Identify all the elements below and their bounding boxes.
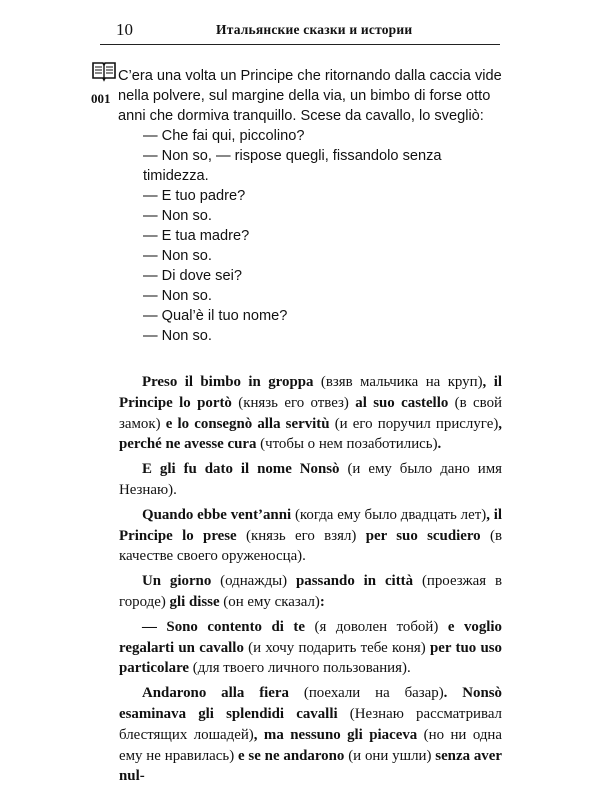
italian-phrase: e se ne andarono bbox=[237, 747, 345, 764]
russian-gloss: (князь его взял) bbox=[236, 527, 366, 544]
glossed-text bbox=[119, 372, 502, 791]
italian-phrase: e lo consegnò alla servitù bbox=[165, 415, 330, 432]
dialogue-list bbox=[118, 126, 504, 346]
russian-gloss: (и ему было дано имя Незнаю). bbox=[119, 461, 502, 498]
russian-gloss: (когда ему было двадцать лет) bbox=[291, 506, 487, 523]
glossed-paragraph bbox=[119, 505, 502, 567]
italian-phrase: E gli fu dato il nome Nonsò bbox=[142, 461, 340, 478]
glossed-paragraph bbox=[119, 372, 502, 455]
russian-gloss: (и хочу подарить тебе коня) bbox=[243, 639, 431, 656]
dialogue-line: — Non so, — rispose quegli, fissandolo senza timidezza. bbox=[143, 148, 442, 184]
italian-phrase: — Sono contento di te bbox=[142, 618, 305, 635]
glossed-paragraph bbox=[119, 459, 502, 501]
running-header bbox=[100, 20, 500, 45]
italian-phrase: passando in città bbox=[296, 573, 414, 590]
glossed-paragraph bbox=[119, 571, 502, 613]
page-number: 10 bbox=[116, 20, 133, 39]
dialogue-line: — E tuo padre? bbox=[143, 188, 246, 204]
italian-phrase: , perché ne avesse cura bbox=[119, 415, 503, 453]
italian-phrase: Un giorno bbox=[142, 573, 212, 590]
russian-gloss: (Незнаю рассматривал блестящих лошадей) bbox=[119, 705, 502, 743]
italian-phrase: senza aver nul- bbox=[119, 747, 502, 785]
dialogue-line: — Non so. bbox=[143, 248, 212, 264]
russian-gloss: (и они ушли) bbox=[344, 747, 436, 764]
italian-phrase: , il Principe lo portò bbox=[119, 374, 502, 411]
italian-phrase: per suo scudiero bbox=[365, 527, 481, 544]
italian-phrase: per tuo uso particolare bbox=[119, 639, 502, 677]
audio-track-number: 001 bbox=[91, 91, 111, 106]
russian-gloss: (для твоего личного пользования). bbox=[189, 660, 411, 677]
russian-gloss: (в свой замок) bbox=[119, 394, 503, 432]
dialogue-line: — Non so. bbox=[143, 328, 212, 344]
russian-gloss: (в качестве своего оруженосца). bbox=[119, 527, 502, 565]
russian-gloss: (проезжая в городе) bbox=[119, 573, 502, 610]
running-title: Итальянские сказки и истории bbox=[216, 22, 413, 37]
dialogue-line: — Qual’è il tuo nome? bbox=[143, 308, 288, 324]
russian-gloss: (князь его отвез) bbox=[231, 394, 356, 411]
dialogue-line: — Non so. bbox=[143, 288, 212, 304]
glossed-paragraph bbox=[119, 617, 502, 679]
italian-phrase: al suo castello bbox=[355, 394, 449, 411]
italian-phrase: Quando ebbe vent’anni bbox=[142, 506, 292, 523]
russian-gloss: (поехали на базар) bbox=[288, 685, 444, 702]
russian-gloss: (он ему сказал) bbox=[219, 593, 320, 610]
italian-phrase: . Nonsò esaminava gli splendidi cavalli bbox=[119, 685, 503, 722]
italian-phrase: gli disse bbox=[169, 593, 220, 610]
russian-gloss: (взяв мальчика на круп) bbox=[313, 374, 483, 390]
book-icon bbox=[91, 60, 117, 82]
italian-phrase: Andarono alla fiera bbox=[142, 685, 289, 702]
dialogue-line: — Che fai qui, piccolino? bbox=[143, 128, 305, 144]
russian-gloss: (чтобы о нем позаботились) bbox=[256, 436, 438, 453]
glossed-paragraph bbox=[119, 683, 502, 787]
russian-gloss: (но ни одна ему не нравилась) bbox=[119, 726, 502, 764]
russian-gloss: (однажды) bbox=[211, 573, 296, 590]
italian-phrase: . bbox=[437, 436, 442, 453]
italian-phrase: Preso il bimbo in groppa bbox=[142, 374, 314, 390]
russian-gloss: (и его поручил прислуге) bbox=[329, 415, 499, 432]
italian-phrase: : bbox=[319, 593, 325, 610]
italian-phrase: , ma nessuno gli piaceva bbox=[253, 726, 418, 743]
italian-phrase: e voglio regalarti un cavallo bbox=[119, 618, 502, 656]
italian-phrase: , il Principe lo prese bbox=[119, 506, 502, 544]
story-intro: C’era una volta un Principe che ritornando dalla caccia vide nella polvere, sul margine della via, un bimbo di forse otto anni che dormiva tranquillo. Scese da cavallo, lo svegliò: bbox=[118, 68, 502, 124]
dialogue-line: — E tua madre? bbox=[143, 228, 250, 244]
russian-gloss: (я доволен тобой) bbox=[305, 618, 448, 635]
dialogue-line: — Di dove sei? bbox=[143, 268, 242, 284]
story-text bbox=[118, 66, 504, 346]
dialogue-line: — Non so. bbox=[143, 208, 212, 224]
